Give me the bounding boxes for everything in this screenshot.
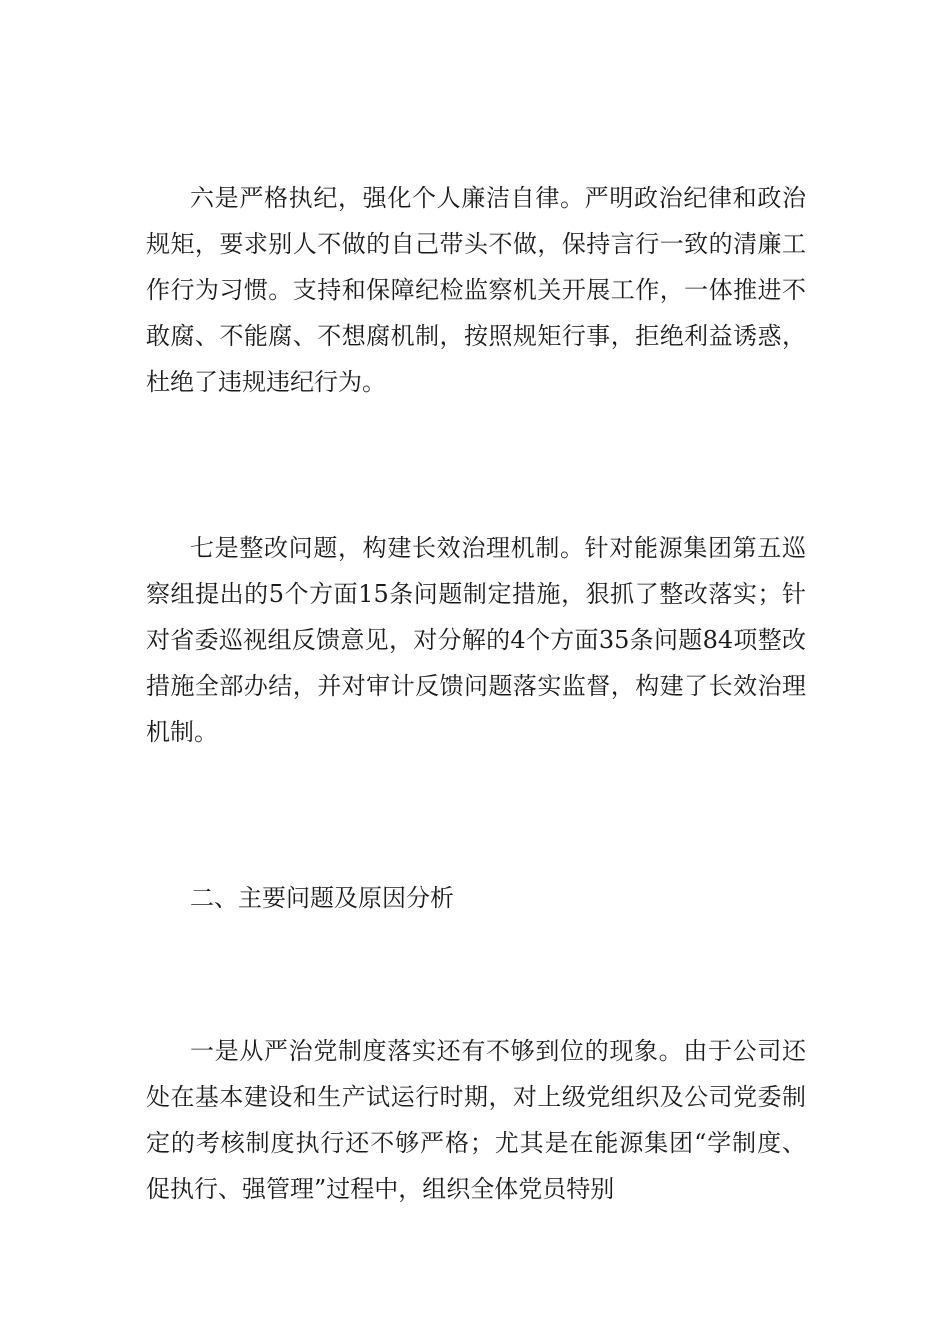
paragraph-rectification: 七是整改问题，构建长效治理机制。针对能源集团第五巡察组提出的5个方面15条问题制定措施，狠抓了整改落实；针对省委巡视组反馈意见，对分解的4个方面35条问题84项整改措施全部办结，并对审计反馈问题落实监督，构建了长效治理机制。 <box>146 534 806 746</box>
paragraph-party-governance: 一是从严治党制度落实还有不够到位的现象。由于公司还处在基本建设和生产试运行时期，对上级党组织及公司党委制定的考核制度执行还不够严格；尤其是在能源集团“学制度、促执行、强管理”过程中，组织全体党员特别 <box>146 1037 806 1203</box>
section-heading: 二、主要问题及原因分析 <box>190 884 454 912</box>
paragraph-strict-discipline: 六是严格执纪，强化个人廉洁自律。严明政治纪律和政治规矩，要求别人不做的自己带头不做，保持言行一致的清廉工作行为习惯。支持和保障纪检监察机关开展工作，一体推进不敢腐、不能腐、不想腐机制，按照规矩行事，拒绝利益诱惑，杜绝了违规违纪行为。 <box>146 184 806 396</box>
